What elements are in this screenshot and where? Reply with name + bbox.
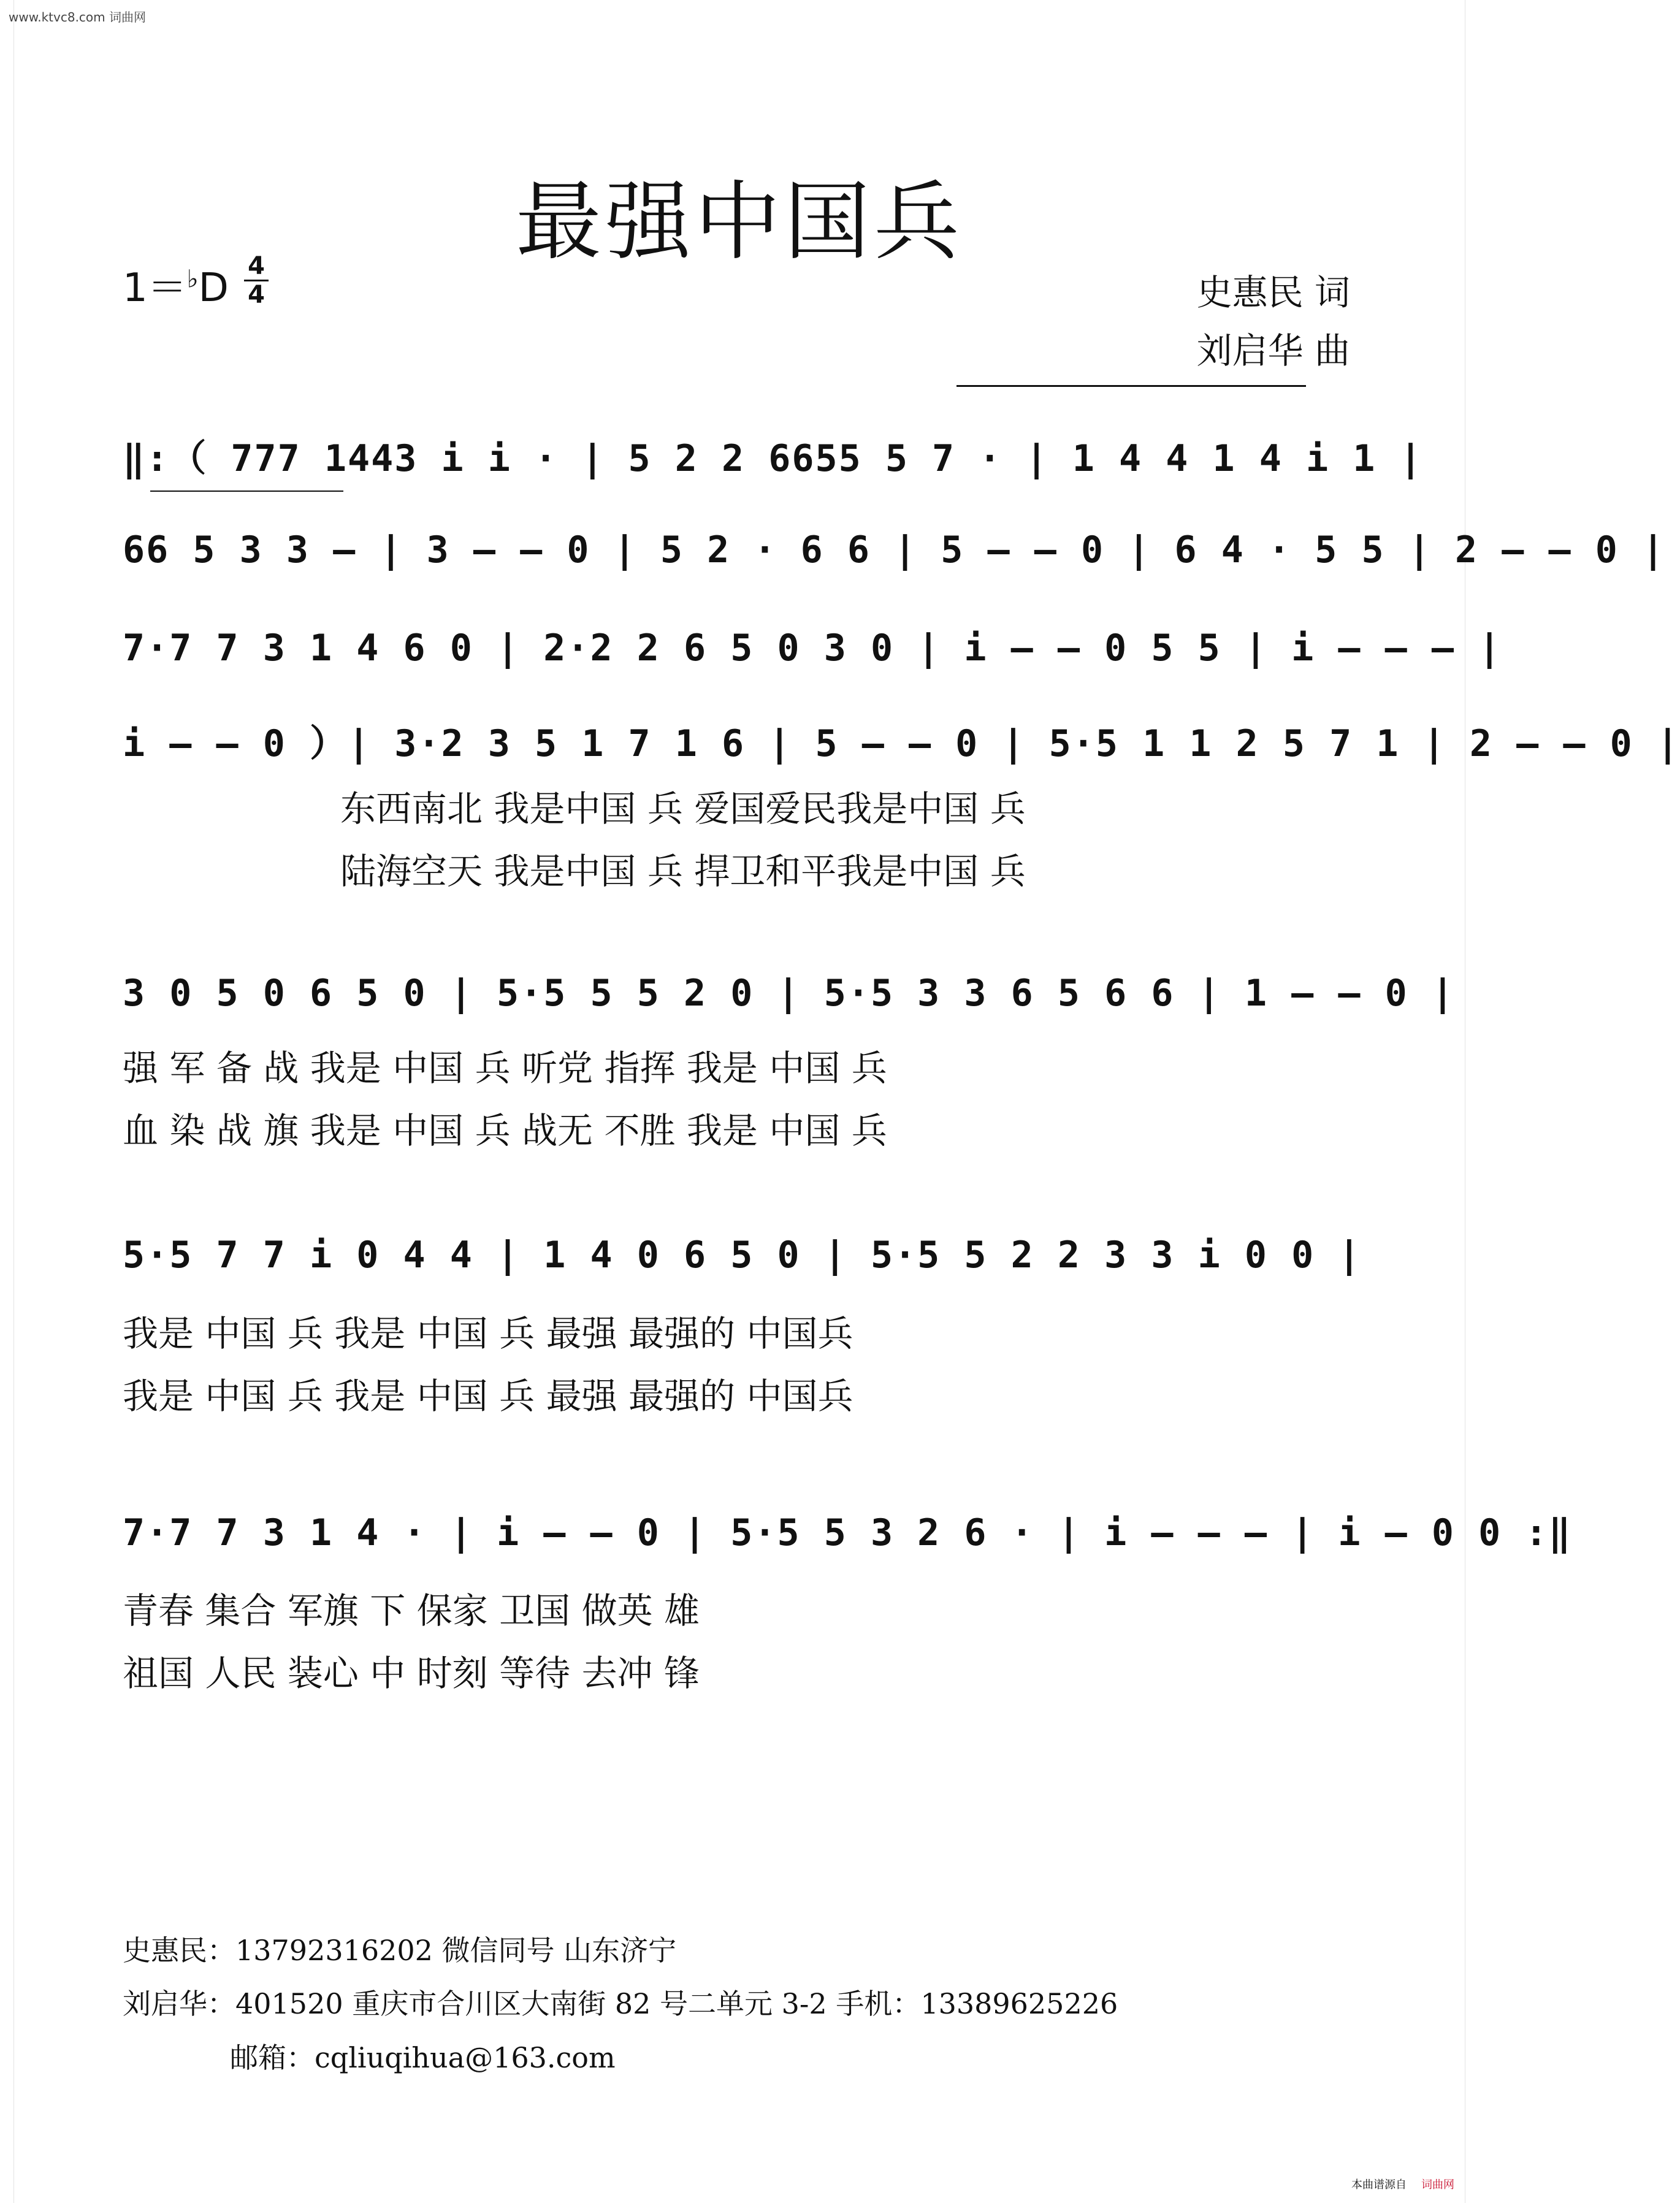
footer-source <box>1351 2176 1454 2192</box>
score-line-2: 66 5 3 3 – | 3 – – 0 | 5 2 · 6 6 | 5 – – 0 | 6 4 · 5 5 | 2 – – 0 | <box>123 529 1666 571</box>
source-watermark: www.ktvc8.com 词曲网 <box>9 10 147 25</box>
footer-brand: 词曲网 <box>1421 2178 1454 2191</box>
contact-lyricist: 史惠民：13792316202 微信同号 山东济宁 <box>123 1934 677 1967</box>
contact-email: 邮箱：cqliuqihua@163.com <box>230 2041 616 2074</box>
score-line-5: 3 0 5 0 6 5 0 | 5·5 5 5 2 0 | 5·5 3 3 6 5 6 6 | 1 – – 0 | <box>123 972 1456 1015</box>
song-title: 最强中国兵 <box>515 172 963 272</box>
lyric-verse2-line2: 血 染 战 旗 我是 中国 兵 战无 不胜 我是 中国 兵 <box>123 1110 887 1151</box>
intro-underline <box>150 491 343 492</box>
contact-composer: 刘启华：401520 重庆市合川区大南街 82 号二单元 3-2 手机：13389625226 <box>123 1987 1118 2020</box>
key-signature <box>123 256 229 313</box>
key-prefix: 1＝ <box>123 265 187 311</box>
credit-rule <box>956 385 1306 387</box>
time-signature-top: 4 <box>248 252 265 280</box>
lyric-verse1-line1: 东西南北 我是中国 兵 爱国爱民我是中国 兵 <box>340 788 1026 830</box>
lyric-verse2-line4: 祖国 人民 装心 中 时刻 等待 去冲 锋 <box>123 1652 700 1694</box>
score-line-4: i – – 0 ）| 3·2 3 5 1 7 1 6 | 5 – – 0 | 5·5 1 1 2 5 7 1 | 2 – – 0 | <box>123 722 1680 765</box>
score-line-6: 5·5 7 7 i 0 4 4 | 1 4 0 6 5 0 | 5·5 5 2 2 3 3 i 0 0 | <box>123 1234 1362 1277</box>
key-note: D <box>198 265 229 311</box>
time-signature <box>244 253 269 308</box>
score-line-3: 7·7 7 3 1 4 6 0 | 2·2 2 6 5 0 3 0 | i – – 0 5 5 | i – – – | <box>123 627 1502 670</box>
time-signature-bottom: 4 <box>244 280 269 308</box>
lyric-verse2-line1: 陆海空天 我是中国 兵 捍卫和平我是中国 兵 <box>340 850 1026 892</box>
left-margin-strip <box>0 0 14 2203</box>
footer-left-text: 本曲谱源自 <box>1351 2178 1407 2191</box>
lyric-verse2-line3: 我是 中国 兵 我是 中国 兵 最强 最强的 中国兵 <box>123 1375 853 1417</box>
composer-credit: 刘启华 曲 <box>1196 330 1350 372</box>
right-margin-strip <box>1465 0 1479 2203</box>
lyric-verse1-line2: 强 军 备 战 我是 中国 兵 听党 指挥 我是 中国 兵 <box>123 1047 887 1089</box>
lyricist-credit: 史惠民 词 <box>1196 272 1350 313</box>
lyric-verse1-line4: 青春 集合 军旗 下 保家 卫国 做英 雄 <box>123 1590 700 1632</box>
flat-symbol: ♭ <box>186 265 199 294</box>
lyric-verse1-line3: 我是 中国 兵 我是 中国 兵 最强 最强的 中国兵 <box>123 1313 853 1354</box>
score-line-1: ‖:（ 777 1443 i i · | 5 2 2 6655 5 7 · | 1 4 4 1 4 i 1 | <box>123 437 1423 480</box>
score-line-7: 7·7 7 3 1 4 · | i – – 0 | 5·5 5 3 2 6 · | i – – – | i – 0 0 :‖ <box>123 1511 1572 1554</box>
